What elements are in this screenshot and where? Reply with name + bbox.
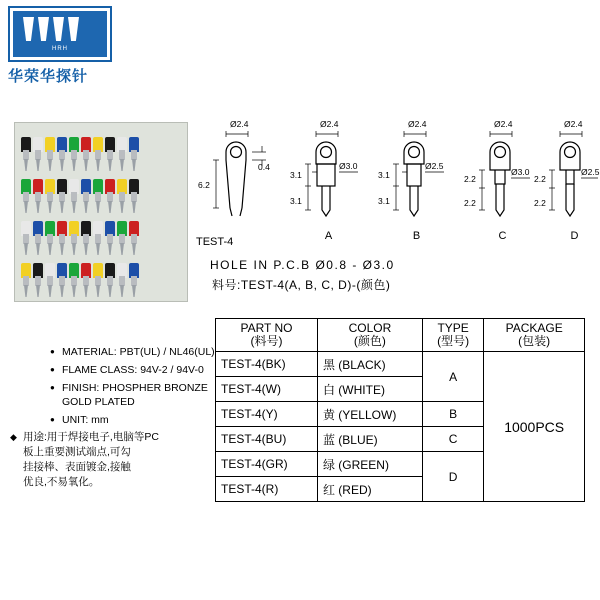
spec-material: ● MATERIAL: PBT(UL) / NL46(UL) <box>50 345 246 359</box>
photo-pin <box>129 179 139 213</box>
usage-note <box>10 430 210 490</box>
photo-pin <box>21 179 31 213</box>
header-package-en: PACKAGE <box>505 321 563 335</box>
photo-pin <box>81 263 91 297</box>
photo-pin <box>69 179 79 213</box>
drawing-b <box>374 112 460 262</box>
photo-pin-row <box>21 179 139 213</box>
photo-pin <box>105 137 115 171</box>
cell-color: 红 (RED) <box>317 477 422 502</box>
usage-line-1: ◆ 用途:用于焊接电子,电脑等PC <box>10 430 210 445</box>
header-part-no <box>216 319 318 352</box>
photo-pin <box>93 179 103 213</box>
company-name: 华荣华探针 <box>8 68 89 85</box>
table-header-row <box>216 319 585 352</box>
photo-pin <box>57 179 67 213</box>
product-photo <box>14 122 188 302</box>
svg-text:3.1: 3.1 <box>290 196 302 206</box>
photo-pin <box>33 179 43 213</box>
header-color <box>317 319 422 352</box>
cell-color: 黄 (YELLOW) <box>317 402 422 427</box>
photo-pin <box>117 137 127 171</box>
photo-pin <box>45 179 55 213</box>
svg-text:3.1: 3.1 <box>378 170 390 180</box>
cell-color: 蓝 (BLUE) <box>317 427 422 452</box>
photo-pin <box>129 221 139 255</box>
cell-type-d: D <box>422 452 484 502</box>
table-row <box>216 352 585 377</box>
photo-pin <box>117 263 127 297</box>
cell-part-no: TEST-4(W) <box>216 377 318 402</box>
product-table <box>215 318 585 502</box>
svg-text:Ø3.0: Ø3.0 <box>511 167 530 177</box>
photo-pin <box>69 263 79 297</box>
spec-finish-cont: GOLD PLATED <box>62 395 135 408</box>
drawing-caption-test-4: TEST-4 <box>196 236 234 248</box>
photo-pin <box>57 263 67 297</box>
usage-line-2: 板上重要测试端点,可勾 <box>23 446 131 458</box>
photo-pin <box>93 137 103 171</box>
photo-pin-row <box>21 137 139 171</box>
svg-text:Ø2.4: Ø2.4 <box>408 119 427 129</box>
cell-color: 黑 (BLACK) <box>317 352 422 377</box>
cell-part-no: TEST-4(Y) <box>216 402 318 427</box>
photo-pin-row <box>21 263 139 297</box>
header-color-cn: (颜色) <box>353 334 386 348</box>
svg-text:Ø2.5: Ø2.5 <box>581 167 600 177</box>
spec-list <box>10 345 246 431</box>
svg-text:3.1: 3.1 <box>378 196 390 206</box>
photo-pin-row <box>21 221 139 255</box>
drawing-caption-d: D <box>570 230 580 242</box>
probe-prongs-icon <box>23 17 79 41</box>
usage-line-3: 挂接棒、表面镀金,接触 <box>23 461 131 473</box>
header-package-cn: (包装) <box>518 334 551 348</box>
logo-inner-fill <box>13 11 107 57</box>
header-part-no-en: PART NO <box>240 321 293 335</box>
svg-text:3.1: 3.1 <box>290 170 302 180</box>
photo-pin <box>93 221 103 255</box>
svg-text:2.2: 2.2 <box>534 198 546 208</box>
cell-type-c: C <box>422 427 484 452</box>
svg-text:6.2: 6.2 <box>198 180 210 190</box>
photo-pin <box>69 137 79 171</box>
photo-pin <box>93 263 103 297</box>
drawing-caption-a: A <box>324 230 334 242</box>
drawing-a <box>286 112 372 262</box>
photo-pin <box>105 221 115 255</box>
cell-type-b: B <box>422 402 484 427</box>
part-number-note: 料号:TEST-4(A, B, C, D)-(颜色) <box>212 278 391 292</box>
photo-pin <box>117 221 127 255</box>
cell-type-a: A <box>422 352 484 402</box>
drawing-d <box>532 112 600 262</box>
hole-note: HOLE IN P.C.B Ø0.8 - Ø3.0 <box>210 258 395 272</box>
logo-block <box>8 6 128 86</box>
photo-pin <box>57 221 67 255</box>
header-color-en: COLOR <box>348 321 392 335</box>
photo-pin <box>69 221 79 255</box>
cell-color: 绿 (GREEN) <box>317 452 422 477</box>
photo-pin <box>57 137 67 171</box>
photo-pin <box>33 137 43 171</box>
header-type-cn: (型号) <box>437 334 470 348</box>
photo-pin <box>105 263 115 297</box>
cell-part-no: TEST-4(R) <box>216 477 318 502</box>
photo-pin <box>129 263 139 297</box>
svg-text:2.2: 2.2 <box>464 174 476 184</box>
svg-text:0.4: 0.4 <box>258 162 270 172</box>
svg-text:Ø2.4: Ø2.4 <box>230 119 249 129</box>
svg-text:Ø2.4: Ø2.4 <box>564 119 583 129</box>
cell-part-no: TEST-4(GR) <box>216 452 318 477</box>
header-type <box>422 319 484 352</box>
photo-pin <box>45 263 55 297</box>
logo-mark <box>8 6 112 62</box>
photo-pin <box>33 221 43 255</box>
spec-unit: ● UNIT: mm <box>50 413 246 427</box>
logo-sub-text: HRH <box>52 46 68 52</box>
svg-text:2.2: 2.2 <box>534 174 546 184</box>
drawing-test-4 <box>196 112 282 262</box>
svg-text:Ø2.5: Ø2.5 <box>425 161 444 171</box>
usage-line-4: 优良,不易氧化。 <box>23 476 100 488</box>
spec-finish: ● FINISH: PHOSPHER BRONZE <box>50 381 246 395</box>
cell-part-no: TEST-4(BU) <box>216 427 318 452</box>
cell-part-no: TEST-4(BK) <box>216 352 318 377</box>
photo-pin <box>81 137 91 171</box>
svg-text:Ø2.4: Ø2.4 <box>494 119 513 129</box>
cell-package: 1000PCS <box>484 352 585 502</box>
photo-pin <box>81 221 91 255</box>
photo-pin <box>81 179 91 213</box>
photo-pin <box>45 137 55 171</box>
photo-pin <box>129 137 139 171</box>
photo-pin <box>21 263 31 297</box>
cell-color: 白 (WHITE) <box>317 377 422 402</box>
photo-pin <box>33 263 43 297</box>
header-type-en: TYPE <box>437 321 469 335</box>
svg-text:2.2: 2.2 <box>464 198 476 208</box>
spec-flame-class: ● FLAME CLASS: 94V-2 / 94V-0 <box>50 363 246 377</box>
drawing-caption-c: C <box>498 230 508 242</box>
drawing-caption-b: B <box>412 230 422 242</box>
photo-pin <box>45 221 55 255</box>
svg-text:Ø2.4: Ø2.4 <box>320 119 339 129</box>
photo-pin <box>105 179 115 213</box>
header-part-no-cn: (料号) <box>250 334 283 348</box>
photo-pin <box>21 137 31 171</box>
dimension-drawings <box>196 112 600 272</box>
photo-pin <box>21 221 31 255</box>
photo-pin <box>117 179 127 213</box>
svg-text:Ø3.0: Ø3.0 <box>339 161 358 171</box>
header-package <box>484 319 585 352</box>
